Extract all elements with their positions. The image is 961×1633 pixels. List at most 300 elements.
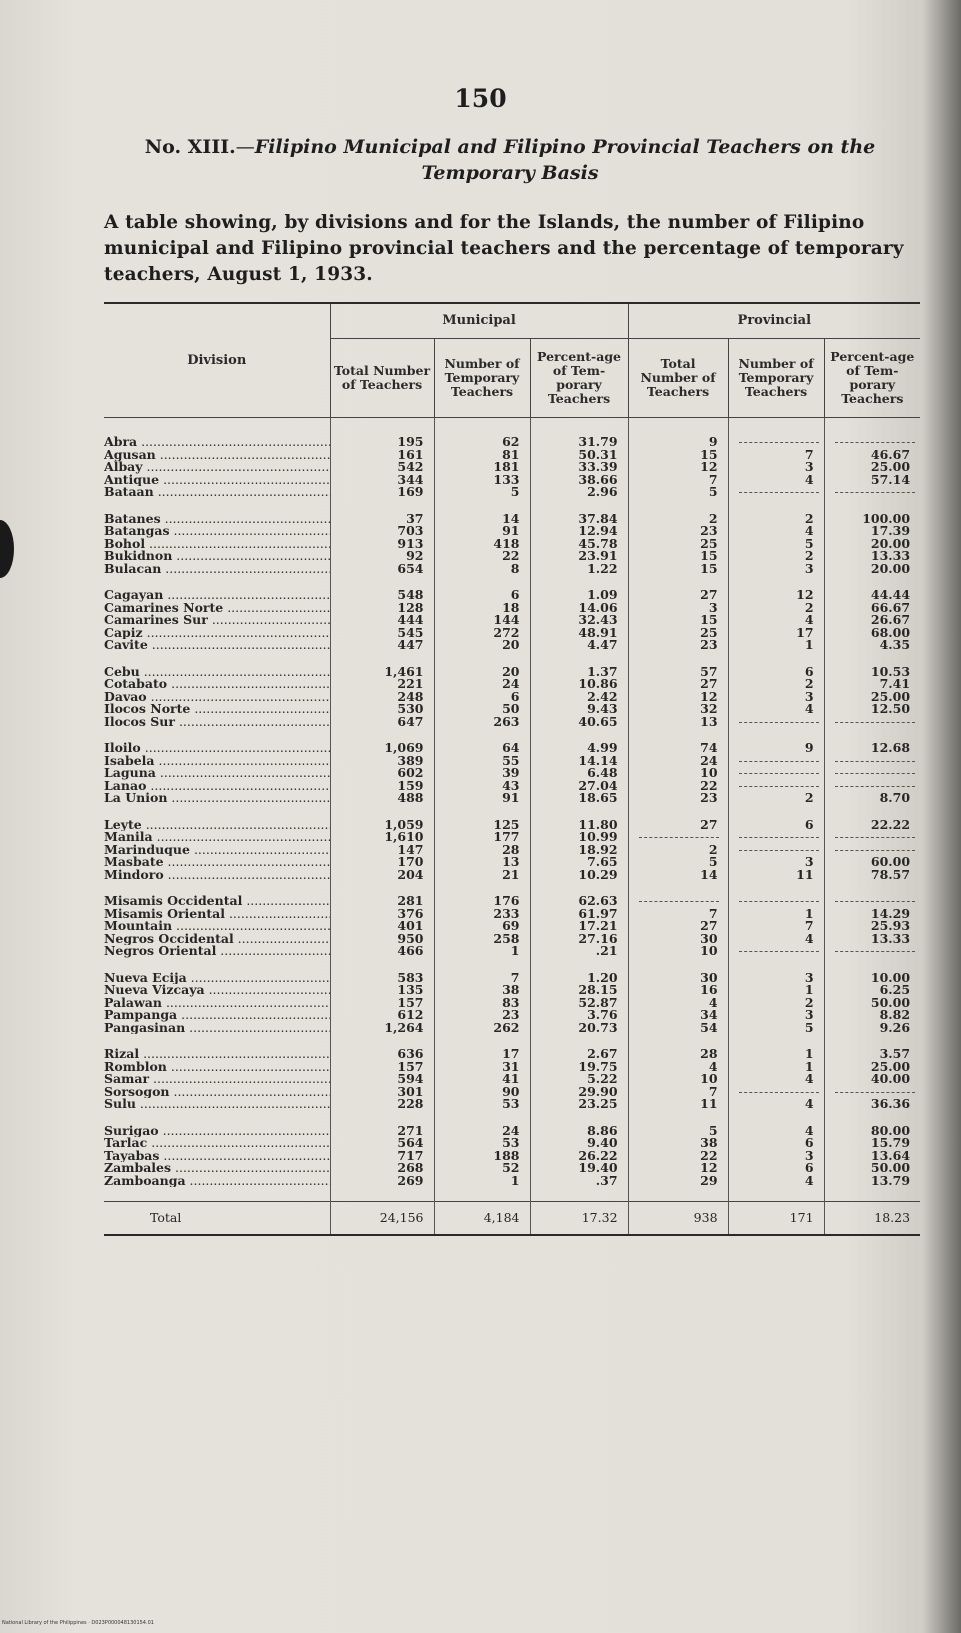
table-cell: 19.75 — [530, 1061, 628, 1074]
table-row — [104, 856, 920, 869]
table-cell: 4 — [728, 703, 824, 716]
table-cell: 564 — [330, 1137, 434, 1150]
table-cell: 128 — [330, 602, 434, 615]
table-cell: 3 — [728, 563, 824, 576]
empty-dash — [835, 722, 915, 723]
table-cell: 55 — [434, 755, 530, 768]
table-cell — [728, 844, 824, 857]
division-name — [104, 933, 330, 946]
table-cell: 157 — [330, 1061, 434, 1074]
table-cell: 542 — [330, 461, 434, 474]
table-cell: 27 — [628, 819, 728, 832]
division-label: Sorsogon ..... — [104, 1086, 330, 1099]
table-cell: 262 — [434, 1022, 530, 1035]
division-name — [104, 819, 330, 832]
division-label: Ilocos Norte ..... — [104, 703, 330, 716]
total-cell: 18.23 — [824, 1202, 920, 1236]
division-label: Bataan ..... — [104, 486, 330, 499]
table-cell: 2 — [628, 844, 728, 857]
table-cell: 5 — [728, 1022, 824, 1035]
table-row — [104, 972, 920, 985]
division-name — [104, 742, 330, 755]
division-header: Division — [104, 303, 330, 418]
division-name — [104, 1125, 330, 1138]
table-cell: 195 — [330, 436, 434, 449]
division-label: Batangas ..... — [104, 525, 330, 538]
table-cell: 14.29 — [824, 908, 920, 921]
table-cell: 11 — [628, 1098, 728, 1111]
table-row — [104, 1061, 920, 1074]
division-name — [104, 602, 330, 615]
table-cell: 50.00 — [824, 997, 920, 1010]
table-cell: 2 — [728, 997, 824, 1010]
group-spacer — [104, 728, 920, 742]
division-label: Negros Occidental ..... — [104, 933, 330, 946]
table-cell: 25.93 — [824, 920, 920, 933]
division-name — [104, 666, 330, 679]
table-cell: 2 — [728, 513, 824, 526]
table-row — [104, 513, 920, 526]
table-cell: 14 — [628, 869, 728, 882]
empty-dash — [835, 837, 915, 838]
table-cell: 23 — [628, 525, 728, 538]
table-row — [104, 627, 920, 640]
table-cell: 301 — [330, 1086, 434, 1099]
division-name — [104, 831, 330, 844]
table-cell: 61.97 — [530, 908, 628, 921]
division-name — [104, 844, 330, 857]
table-row — [104, 602, 920, 615]
total-cell: 938 — [628, 1202, 728, 1236]
division-label: Tayabas ..... — [104, 1150, 330, 1163]
table-cell: 1,461 — [330, 666, 434, 679]
table-cell: 28 — [628, 1048, 728, 1061]
division-label: Misamis Oriental ..... — [104, 908, 330, 921]
table-cell: 144 — [434, 614, 530, 627]
division-label: Mountain ..... — [104, 920, 330, 933]
table-cell: 6 — [434, 691, 530, 704]
table-cell: 1.22 — [530, 563, 628, 576]
table-cell: 3 — [728, 972, 824, 985]
table-cell: 4.47 — [530, 639, 628, 652]
table-row — [104, 742, 920, 755]
division-name — [104, 1009, 330, 1022]
table-cell: 7 — [628, 474, 728, 487]
table-cell — [728, 895, 824, 908]
division-label: Negros Oriental ..... — [104, 945, 330, 958]
table-cell: 62 — [434, 436, 530, 449]
col-municipal-temporary: Number of Temporary Teachers — [434, 339, 530, 418]
table-cell: 14.06 — [530, 602, 628, 615]
division-label: Batanes ..... — [104, 513, 330, 526]
table-cell: 10.29 — [530, 869, 628, 882]
table-cell: 29.90 — [530, 1086, 628, 1099]
table-cell: 10 — [628, 767, 728, 780]
group-spacer — [104, 1187, 920, 1202]
table-cell: 1.20 — [530, 972, 628, 985]
table-cell: 5 — [628, 1125, 728, 1138]
division-name — [104, 550, 330, 563]
table-cell: 8.86 — [530, 1125, 628, 1138]
table-cell — [728, 436, 824, 449]
table-cell: 268 — [330, 1162, 434, 1175]
empty-dash — [835, 850, 915, 851]
table-cell — [728, 767, 824, 780]
table-cell: 6 — [728, 1162, 824, 1175]
table-cell: 636 — [330, 1048, 434, 1061]
table-row — [104, 933, 920, 946]
table-cell: 654 — [330, 563, 434, 576]
table-cell — [728, 716, 824, 729]
table-cell — [824, 844, 920, 857]
empty-dash — [739, 761, 819, 762]
table-cell: 10.86 — [530, 678, 628, 691]
group-spacer — [104, 418, 920, 437]
table-cell: 44.44 — [824, 589, 920, 602]
table-cell: 170 — [330, 856, 434, 869]
table-cell: 52.87 — [530, 997, 628, 1010]
table-cell: 22.22 — [824, 819, 920, 832]
table-row — [104, 589, 920, 602]
division-label: Cagayan ..... — [104, 589, 330, 602]
table-cell: 2 — [728, 678, 824, 691]
table-number: No. XIII. — [144, 136, 236, 158]
table-cell: 10.99 — [530, 831, 628, 844]
table-cell: 161 — [330, 449, 434, 462]
table-cell: 11.80 — [530, 819, 628, 832]
table-cell: 32.43 — [530, 614, 628, 627]
division-name — [104, 1098, 330, 1111]
empty-dash — [739, 442, 819, 443]
table-cell: 43 — [434, 780, 530, 793]
table-cell: 27 — [628, 920, 728, 933]
table-cell: 401 — [330, 920, 434, 933]
table-cell: 4 — [628, 1061, 728, 1074]
table-cell: 30 — [628, 933, 728, 946]
table-cell: 14.14 — [530, 755, 628, 768]
table-cell: 31 — [434, 1061, 530, 1074]
table-cell: 20.73 — [530, 1022, 628, 1035]
empty-dash — [835, 492, 915, 493]
table-cell: 62.63 — [530, 895, 628, 908]
division-label: Laguna ..... — [104, 767, 330, 780]
table-cell: 60.00 — [824, 856, 920, 869]
table-cell: 376 — [330, 908, 434, 921]
division-label: Nueva Vizcaya ..... — [104, 984, 330, 997]
table-cell: 21 — [434, 869, 530, 882]
table-cell: 8 — [434, 563, 530, 576]
table-cell: 6 — [728, 819, 824, 832]
table-cell: 1 — [728, 1048, 824, 1061]
table-cell: 181 — [434, 461, 530, 474]
table-cell: 147 — [330, 844, 434, 857]
division-label: Samar ..... — [104, 1073, 330, 1086]
table-cell: 13 — [628, 716, 728, 729]
division-label: Bohol ..... — [104, 538, 330, 551]
table-cell: 272 — [434, 627, 530, 640]
table-cell: 583 — [330, 972, 434, 985]
table-cell: 2 — [628, 513, 728, 526]
empty-dash — [835, 901, 915, 902]
table-cell: 913 — [330, 538, 434, 551]
total-cell: 24,156 — [330, 1202, 434, 1236]
table-cell: 488 — [330, 792, 434, 805]
table-cell: 12.50 — [824, 703, 920, 716]
table-cell: 24 — [628, 755, 728, 768]
table-cell: 12.68 — [824, 742, 920, 755]
table-row — [104, 639, 920, 652]
table-cell: 8.82 — [824, 1009, 920, 1022]
table-cell: 204 — [330, 869, 434, 882]
table-cell: 53 — [434, 1098, 530, 1111]
table-cell: 46.67 — [824, 449, 920, 462]
table-cell: 24 — [434, 678, 530, 691]
table-cell: 12.94 — [530, 525, 628, 538]
table-cell — [824, 945, 920, 958]
table-cell: 7 — [628, 908, 728, 921]
total-cell: 17.32 — [530, 1202, 628, 1236]
table-row — [104, 703, 920, 716]
table-cell: 22 — [434, 550, 530, 563]
table-cell: 3.57 — [824, 1048, 920, 1061]
division-label: Palawan ..... — [104, 997, 330, 1010]
table-cell: 1.09 — [530, 589, 628, 602]
division-label: Lanao ..... — [104, 780, 330, 793]
table-cell: 91 — [434, 525, 530, 538]
table-cell: 612 — [330, 1009, 434, 1022]
group-spacer — [104, 1034, 920, 1048]
table-cell: 6.48 — [530, 767, 628, 780]
table-cell: 1 — [728, 1061, 824, 1074]
table-description: A table showing, by divisions and for the Islands, the number of Filipino municipal and Filipino provincial teachers and the percentage of temporary teachers, August 1, 1933. — [104, 212, 904, 285]
table-row — [104, 1125, 920, 1138]
table-row — [104, 984, 920, 997]
table-cell: 7 — [728, 449, 824, 462]
table-cell: 176 — [434, 895, 530, 908]
table-cell: 37.84 — [530, 513, 628, 526]
empty-dash — [739, 786, 819, 787]
table-cell: .21 — [530, 945, 628, 958]
table-cell: 13 — [434, 856, 530, 869]
table-cell: 703 — [330, 525, 434, 538]
table-cell: 39 — [434, 767, 530, 780]
table-cell — [728, 486, 824, 499]
table-cell: 1,069 — [330, 742, 434, 755]
division-label: Manila ..... — [104, 831, 330, 844]
table-cell: 53 — [434, 1137, 530, 1150]
table-cell: 5.22 — [530, 1073, 628, 1086]
table-cell: 233 — [434, 908, 530, 921]
table-cell: 228 — [330, 1098, 434, 1111]
table-cell: 23 — [628, 792, 728, 805]
table-cell: 27.16 — [530, 933, 628, 946]
table-cell: 16 — [628, 984, 728, 997]
table-cell — [824, 831, 920, 844]
title-line1: Filipino Municipal and Filipino Provincial Teachers on the — [254, 136, 876, 158]
table-cell — [824, 716, 920, 729]
table-cell: 38 — [434, 984, 530, 997]
empty-dash — [739, 850, 819, 851]
table-cell: 57.14 — [824, 474, 920, 487]
table-cell: 3 — [628, 602, 728, 615]
table-row — [104, 550, 920, 563]
table-cell: 263 — [434, 716, 530, 729]
table-cell: 3.76 — [530, 1009, 628, 1022]
table-cell: 10 — [628, 1073, 728, 1086]
table-cell — [728, 831, 824, 844]
division-label: Bulacan ..... — [104, 563, 330, 576]
table-cell: 9 — [728, 742, 824, 755]
table-cell: 13.33 — [824, 550, 920, 563]
table-cell: 4 — [728, 525, 824, 538]
table-row — [104, 792, 920, 805]
table-cell: 74 — [628, 742, 728, 755]
table-row — [104, 525, 920, 538]
table-row — [104, 436, 920, 449]
division-name — [104, 920, 330, 933]
table-cell: 14 — [434, 513, 530, 526]
table-cell — [824, 436, 920, 449]
table-cell: 5 — [728, 538, 824, 551]
table-row — [104, 869, 920, 882]
division-label: Agusan ..... — [104, 449, 330, 462]
table-row — [104, 1022, 920, 1035]
page-number: 150 — [454, 84, 507, 113]
table-cell: 31.79 — [530, 436, 628, 449]
table-cell: 4 — [728, 1125, 824, 1138]
empty-dash — [739, 901, 819, 902]
division-label: Zambales ..... — [104, 1162, 330, 1175]
table-cell: 9.43 — [530, 703, 628, 716]
table-cell: 27 — [628, 678, 728, 691]
col-provincial-temporary: Number of Temporary Teachers — [728, 339, 824, 418]
division-label: Cotabato ..... — [104, 678, 330, 691]
division-name — [104, 513, 330, 526]
table-cell: 10.53 — [824, 666, 920, 679]
table-cell: 13.79 — [824, 1175, 920, 1188]
table-cell: 28 — [434, 844, 530, 857]
table-row — [104, 819, 920, 832]
table-row — [104, 1073, 920, 1086]
division-label: Camarines Norte ..... — [104, 602, 330, 615]
empty-dash — [739, 492, 819, 493]
table-cell — [628, 831, 728, 844]
division-label: Camarines Sur ..... — [104, 614, 330, 627]
group-spacer — [104, 499, 920, 513]
table-cell: 2 — [728, 792, 824, 805]
table-cell: 52 — [434, 1162, 530, 1175]
table-row — [104, 755, 920, 768]
table-cell — [824, 780, 920, 793]
division-name — [104, 525, 330, 538]
table-cell: 27.04 — [530, 780, 628, 793]
group-spacer — [104, 1111, 920, 1125]
table-cell: 4.99 — [530, 742, 628, 755]
table-cell: 78.57 — [824, 869, 920, 882]
division-name — [104, 780, 330, 793]
archive-footer: National Library of the Philippines · D023P000048130154.01 — [2, 1620, 154, 1626]
table-cell: 24 — [434, 1125, 530, 1138]
table-cell: 32 — [628, 703, 728, 716]
empty-dash — [739, 722, 819, 723]
table-cell: 27 — [628, 589, 728, 602]
table-cell: 3 — [728, 1009, 824, 1022]
table-cell: 444 — [330, 614, 434, 627]
division-name — [104, 1086, 330, 1099]
table-row — [104, 767, 920, 780]
table-row — [104, 461, 920, 474]
empty-dash — [835, 786, 915, 787]
table-cell — [728, 945, 824, 958]
table-row — [104, 538, 920, 551]
empty-dash — [835, 761, 915, 762]
table-cell: 29 — [628, 1175, 728, 1188]
division-label: Ilocos Sur ..... — [104, 716, 330, 729]
table-cell: 281 — [330, 895, 434, 908]
table-cell: 6.25 — [824, 984, 920, 997]
division-name — [104, 997, 330, 1010]
table-cell: 17 — [434, 1048, 530, 1061]
table-cell: 1 — [728, 639, 824, 652]
table-cell: 23 — [628, 639, 728, 652]
table-cell: 1 — [728, 908, 824, 921]
table-cell: 15 — [628, 449, 728, 462]
table-cell: 4 — [728, 474, 824, 487]
table-cell: 10.00 — [824, 972, 920, 985]
table-cell: 68.00 — [824, 627, 920, 640]
table-cell: 248 — [330, 691, 434, 704]
division-label: Iloilo ..... — [104, 742, 330, 755]
table-cell: 15.79 — [824, 1137, 920, 1150]
table-cell: 18.92 — [530, 844, 628, 857]
table-cell: 7 — [628, 1086, 728, 1099]
table-cell: 548 — [330, 589, 434, 602]
table-cell: 41 — [434, 1073, 530, 1086]
table-row — [104, 449, 920, 462]
table-cell: 19.40 — [530, 1162, 628, 1175]
total-cell: 171 — [728, 1202, 824, 1236]
table-cell: 4 — [728, 1098, 824, 1111]
division-label: Nueva Ecija ..... — [104, 972, 330, 985]
table-cell: 177 — [434, 831, 530, 844]
table-cell: 389 — [330, 755, 434, 768]
table-cell: 12 — [628, 461, 728, 474]
division-name — [104, 1022, 330, 1035]
table-cell: 344 — [330, 474, 434, 487]
table-cell: 647 — [330, 716, 434, 729]
table-cell: 17.39 — [824, 525, 920, 538]
total-label: Total — [104, 1202, 330, 1236]
group-spacer — [104, 575, 920, 589]
title-dash: — — [235, 136, 255, 158]
table-cell: 135 — [330, 984, 434, 997]
division-label: Pampanga ..... — [104, 1009, 330, 1022]
col-municipal-total: Total Number of Teachers — [330, 339, 434, 418]
division-name — [104, 908, 330, 921]
empty-dash — [835, 951, 915, 952]
division-name — [104, 691, 330, 704]
group-spacer — [104, 652, 920, 666]
division-name — [104, 639, 330, 652]
empty-dash — [739, 1092, 819, 1093]
table-cell: 23.25 — [530, 1098, 628, 1111]
table-cell: 20 — [434, 666, 530, 679]
division-label: Capiz ..... — [104, 627, 330, 640]
table-cell: 269 — [330, 1175, 434, 1188]
table-cell — [824, 767, 920, 780]
division-label: Bukidnon ..... — [104, 550, 330, 563]
division-label: Cebu ..... — [104, 666, 330, 679]
